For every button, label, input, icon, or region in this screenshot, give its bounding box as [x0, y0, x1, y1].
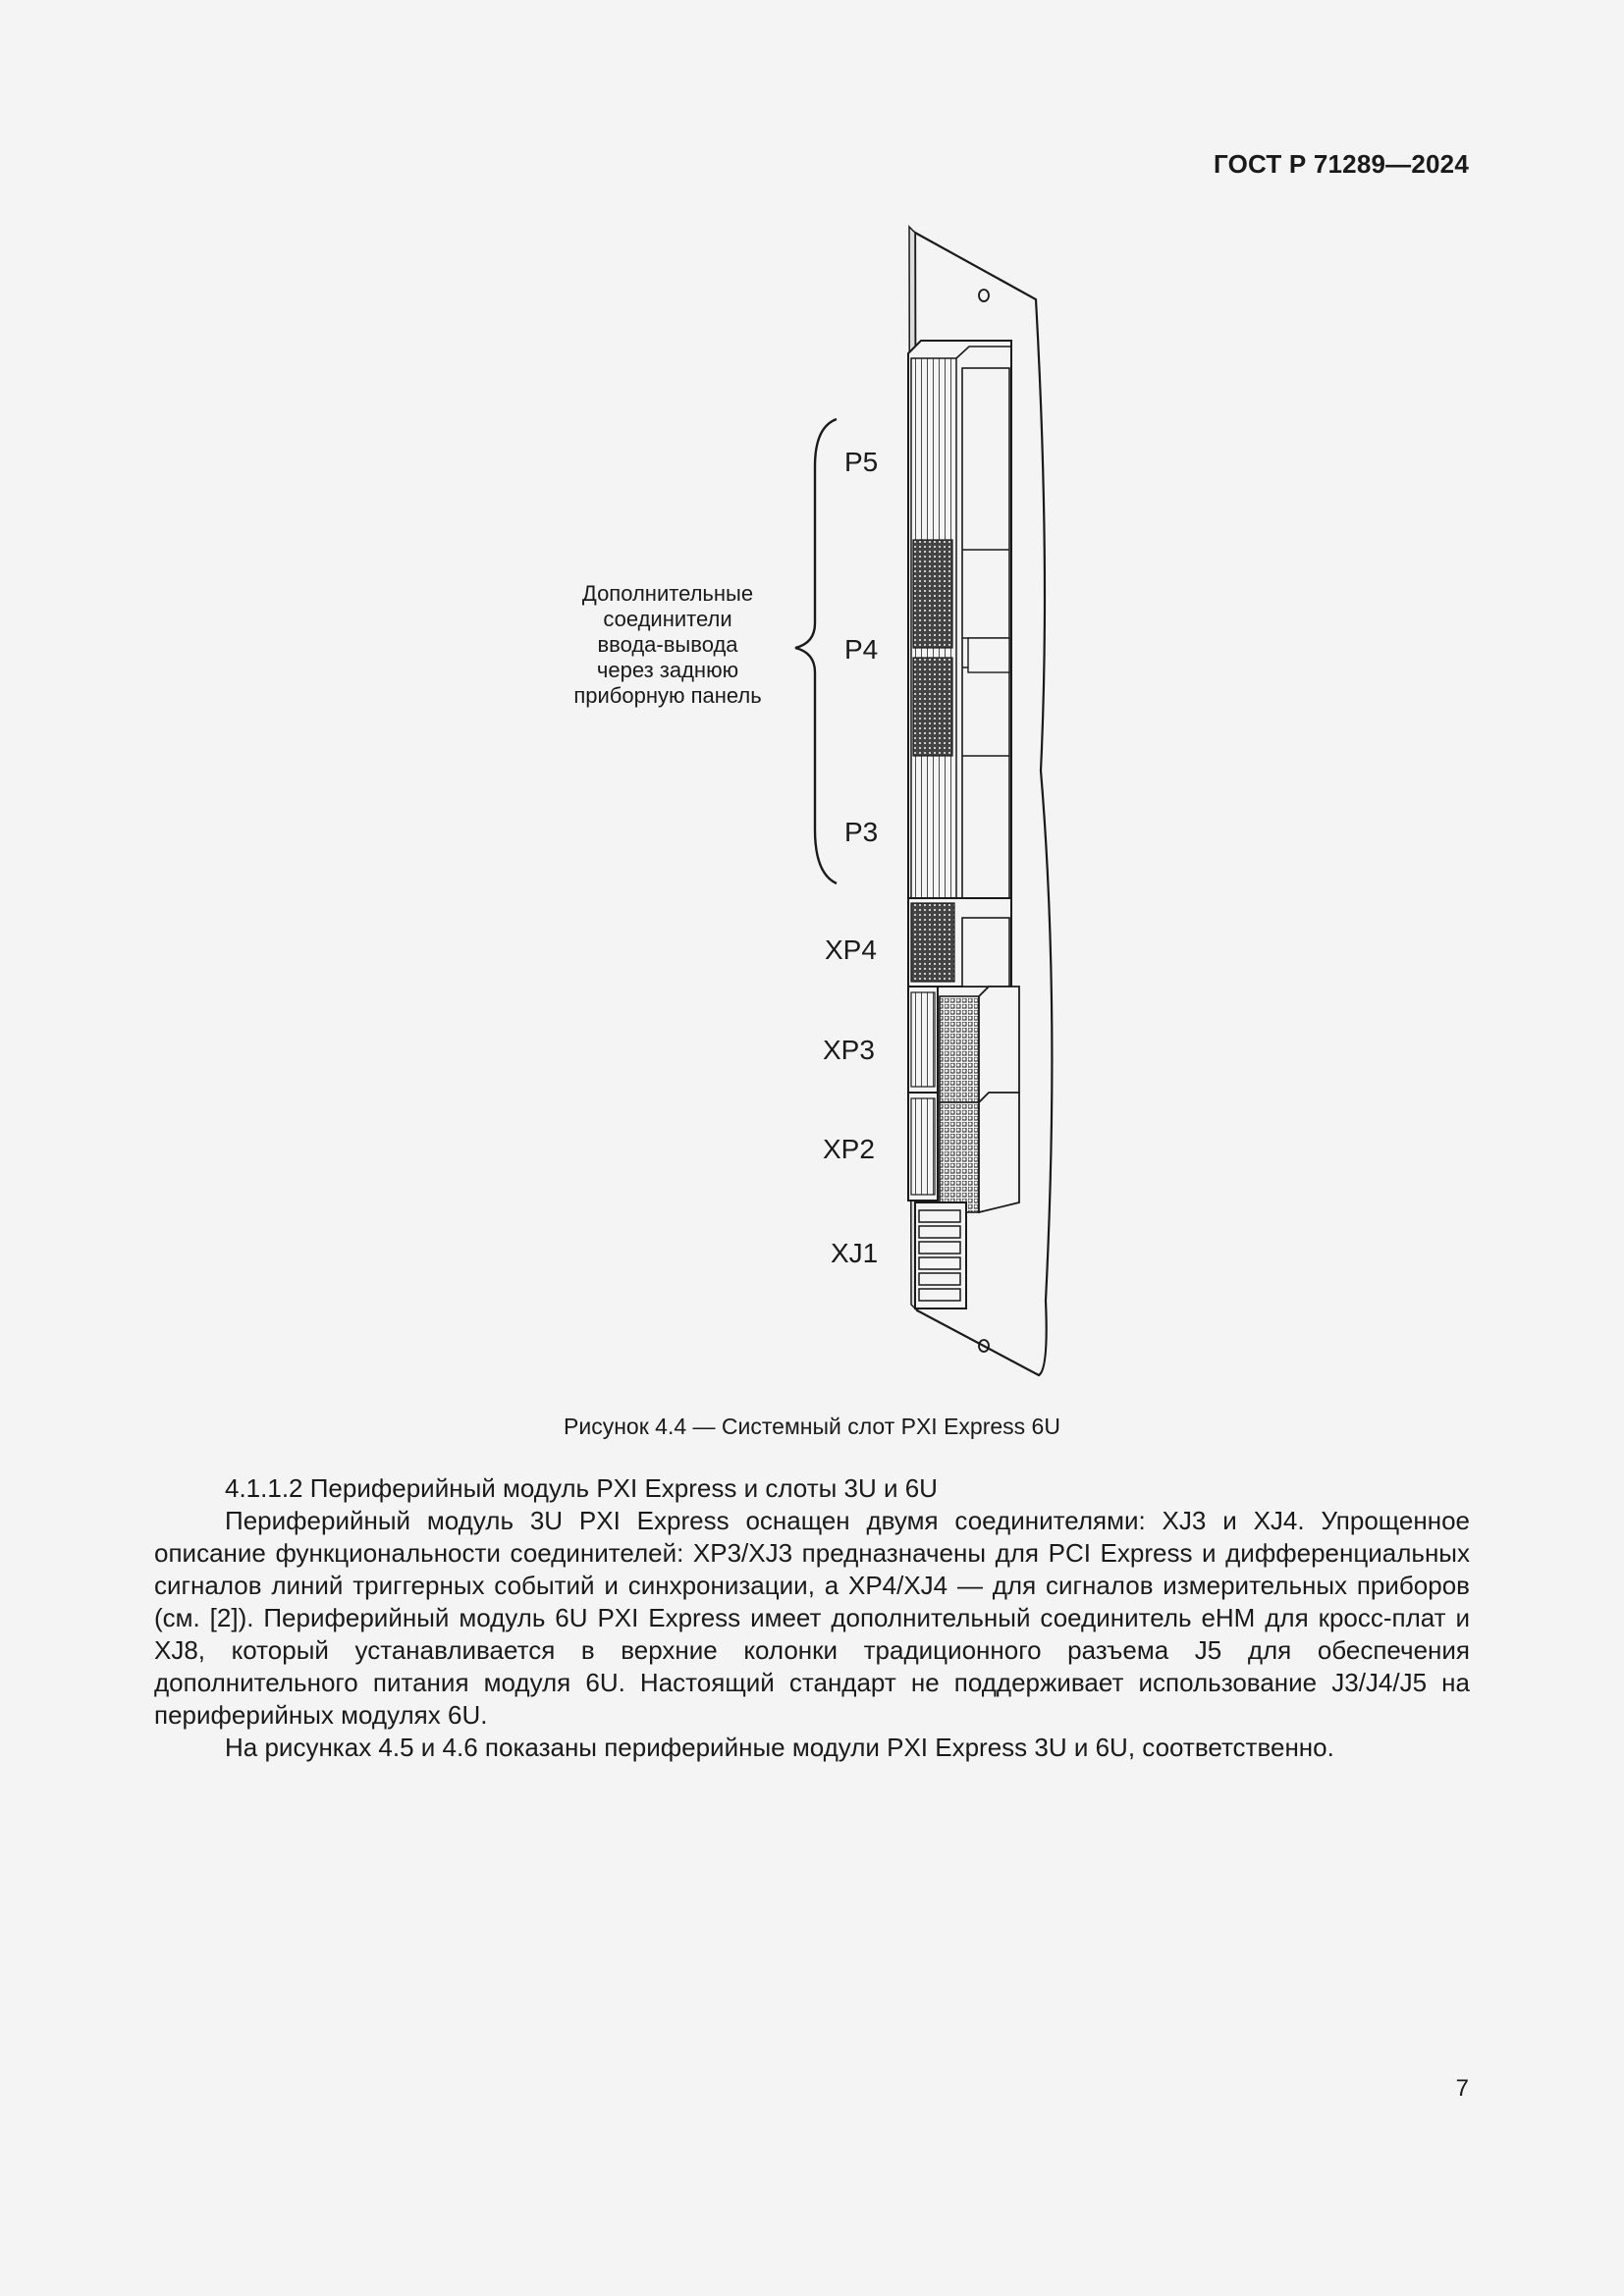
backplane-diagram [550, 221, 1100, 1399]
figure-caption: Рисунок 4.4 — Системный слот PXI Express 6U [564, 1414, 1060, 1439]
group-brace [795, 419, 837, 883]
document-id-header: ГОСТ Р 71289—2024 [1214, 149, 1469, 179]
connector-xp2 [908, 1093, 1019, 1212]
paragraph-1: Периферийный модуль 3U PXI Express оснащен двумя соединителями: XJ3 и XJ4. Упрощенное описание функциональности соединителей: XP3/XJ3 предназначены для PCI Express и дифференциальных сигналов линий триггерных событий и синхронизации, а XP4/XJ4 — для сигналов измерительных приборов (см. [2]). Периферийный модуль 6U PXI Express имеет дополнительный соединитель eHM для кросс-плат и XJ8, который устанавливается в верхние колонки традиционного разъема J5 для обеспечения дополнительного питания модуля 6U. Настоящий стандарт не поддерживает использование J3/J4/J5 на периферийных модулях 6U. [154, 1506, 1470, 1730]
label-xp3: XP3 [823, 1035, 875, 1065]
label-xj1: XJ1 [831, 1238, 879, 1268]
connector-xj1 [915, 1202, 966, 1308]
label-xp4: XP4 [825, 934, 877, 965]
group-label-line-5: приборную панель [573, 683, 762, 708]
page-number: 7 [1455, 2075, 1469, 2102]
connector-p5-p3 [908, 341, 1011, 928]
label-p3: P3 [844, 817, 879, 847]
connector-xp4 [908, 898, 1011, 987]
body-text [154, 1472, 1470, 1764]
backplane-figure [550, 221, 1100, 1399]
group-label-line-1: Дополнительные [581, 581, 754, 606]
group-label-line-2: соединители [603, 607, 732, 631]
group-label-line-3: ввода-вывода [597, 632, 738, 657]
paragraph-2: На рисунках 4.5 и 4.6 показаны периферийные модули PXI Express 3U и 6U, соответственно. [225, 1733, 1334, 1762]
section-heading: 4.1.1.2 Периферийный модуль PXI Express и слоты 3U и 6U [225, 1473, 938, 1503]
label-xp2: XP2 [823, 1134, 875, 1164]
connector-xp3 [908, 987, 1019, 1102]
group-label-line-4: через заднюю [596, 658, 739, 682]
label-p4: P4 [844, 634, 879, 665]
label-p5: P5 [844, 447, 879, 477]
